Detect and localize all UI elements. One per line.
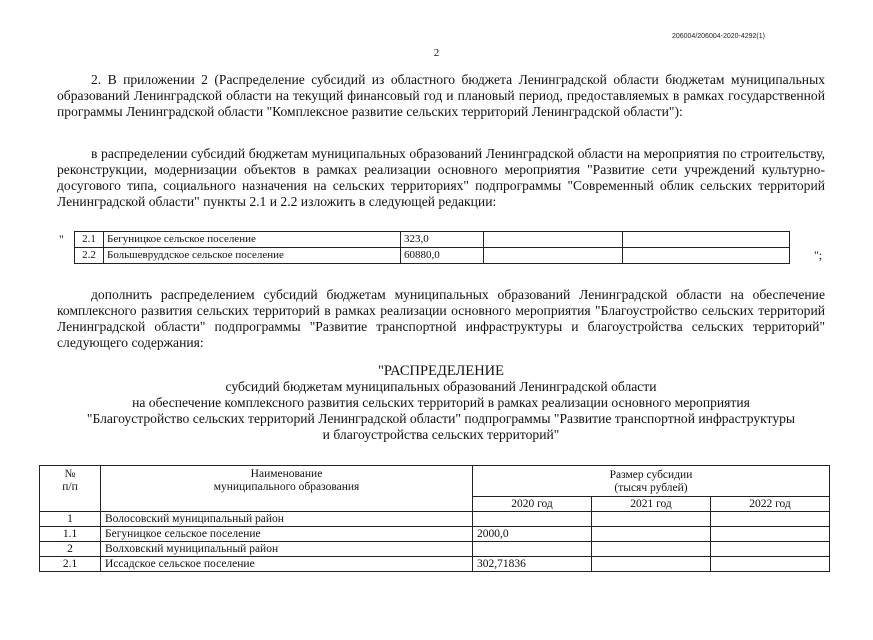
distribution-title: "РАСПРЕДЕЛЕНИЕ (378, 363, 504, 379)
header-number: № п/п (40, 466, 101, 512)
row-number: 2 (40, 542, 101, 557)
paragraph-supplement: дополнить распределением субсидий бюджетам муниципальных образований Ленинградской области на обеспечение комплексного развития сельских территорий в рамках реализации основного мероприятия "Благоустройство сельских территорий Ленинградской области" подпрограммы "Развитие транспортной инфраструктуры и благоустройства сельских территорий" следующего содержания: (57, 287, 825, 350)
row-2020 (473, 512, 592, 527)
document-id: 206004/206004-2020-4292(1) (671, 33, 765, 40)
open-quote: " (59, 232, 64, 246)
amount-2021 (484, 248, 623, 264)
amount-2022 (623, 232, 790, 248)
table-row (40, 542, 830, 557)
item-number: 2.1 (75, 232, 104, 248)
distribution-subtitle-line: субсидий бюджетам муниципальных образований Ленинградской области (225, 379, 657, 394)
header-subsidy-size: Размер субсидии (тысяч рублей) (473, 466, 830, 497)
distribution-subtitle-line: "Благоустройство сельских территорий Ленинградской области" подпрограммы "Развитие транспортной инфраструктуры (86, 411, 796, 426)
amount-2022 (623, 248, 790, 264)
item-number: 2.2 (75, 248, 104, 264)
table-row (40, 527, 830, 542)
table-header-row (40, 466, 830, 497)
row-2021 (592, 527, 711, 542)
row-number: 1 (40, 512, 101, 527)
settlement-name: Большевруддское сельское поселение (104, 248, 401, 264)
paragraph-amendment: 2. В приложении 2 (Распределение субсидий из областного бюджета Ленинградской области бюджетам муниципальных образований Ленинградской области на текущий финансовый год и плановый период, предоставляемых в рамках государственной программы Ленинградской области "Комплексное развитие сельских территорий Ленинградской области"): (57, 72, 825, 119)
amount-2021 (484, 232, 623, 248)
distribution-table (39, 465, 830, 572)
settlement-name: Бегуницкое сельское поселение (104, 232, 401, 248)
page-number: 2 (433, 47, 440, 59)
row-2022 (711, 557, 830, 572)
header-year-2021: 2021 год (592, 497, 711, 512)
table-row (40, 512, 830, 527)
row-municipality: Волховский муниципальный район (101, 542, 473, 557)
distribution-heading (57, 363, 825, 443)
row-2022 (711, 512, 830, 527)
table-row (75, 248, 790, 264)
row-2020: 302,71836 (473, 557, 592, 572)
row-2021 (592, 542, 711, 557)
row-2021 (592, 557, 711, 572)
amended-items-table (74, 231, 790, 264)
row-2020 (473, 542, 592, 557)
row-2021 (592, 512, 711, 527)
distribution-subtitle-line: и благоустройства сельских территорий" (322, 427, 560, 442)
amount-2020: 323,0 (401, 232, 484, 248)
table-row (75, 232, 790, 248)
row-2020: 2000,0 (473, 527, 592, 542)
distribution-subtitle-line: на обеспечение комплексного развития сельских территорий в рамках реализации основного мероприятия (132, 395, 750, 410)
row-number: 1.1 (40, 527, 101, 542)
row-municipality: Бегуницкое сельское поселение (101, 527, 473, 542)
table-row (40, 557, 830, 572)
row-2022 (711, 542, 830, 557)
amount-2020: 60880,0 (401, 248, 484, 264)
close-quote: "; (814, 248, 823, 262)
header-year-2020: 2020 год (473, 497, 592, 512)
row-municipality: Иссадское сельское поселение (101, 557, 473, 572)
row-2022 (711, 527, 830, 542)
row-number: 2.1 (40, 557, 101, 572)
paragraph-culture-subsidies: в распределении субсидий бюджетам муниципальных образований Ленинградской области на мероприятия по строительству, реконструкции, модернизации объектов в рамках реализации основного мероприятия "Развитие сети учреждений культурно-досугового типа, социального назначения на сельских территориях" подпрограммы "Современный облик сельских территорий Ленинградской области" пункты 2.1 и 2.2 изложить в следующей редакции: (57, 146, 825, 209)
header-year-2022: 2022 год (711, 497, 830, 512)
row-municipality: Волосовский муниципальный район (101, 512, 473, 527)
header-municipality: Наименование муниципального образования (101, 466, 473, 512)
